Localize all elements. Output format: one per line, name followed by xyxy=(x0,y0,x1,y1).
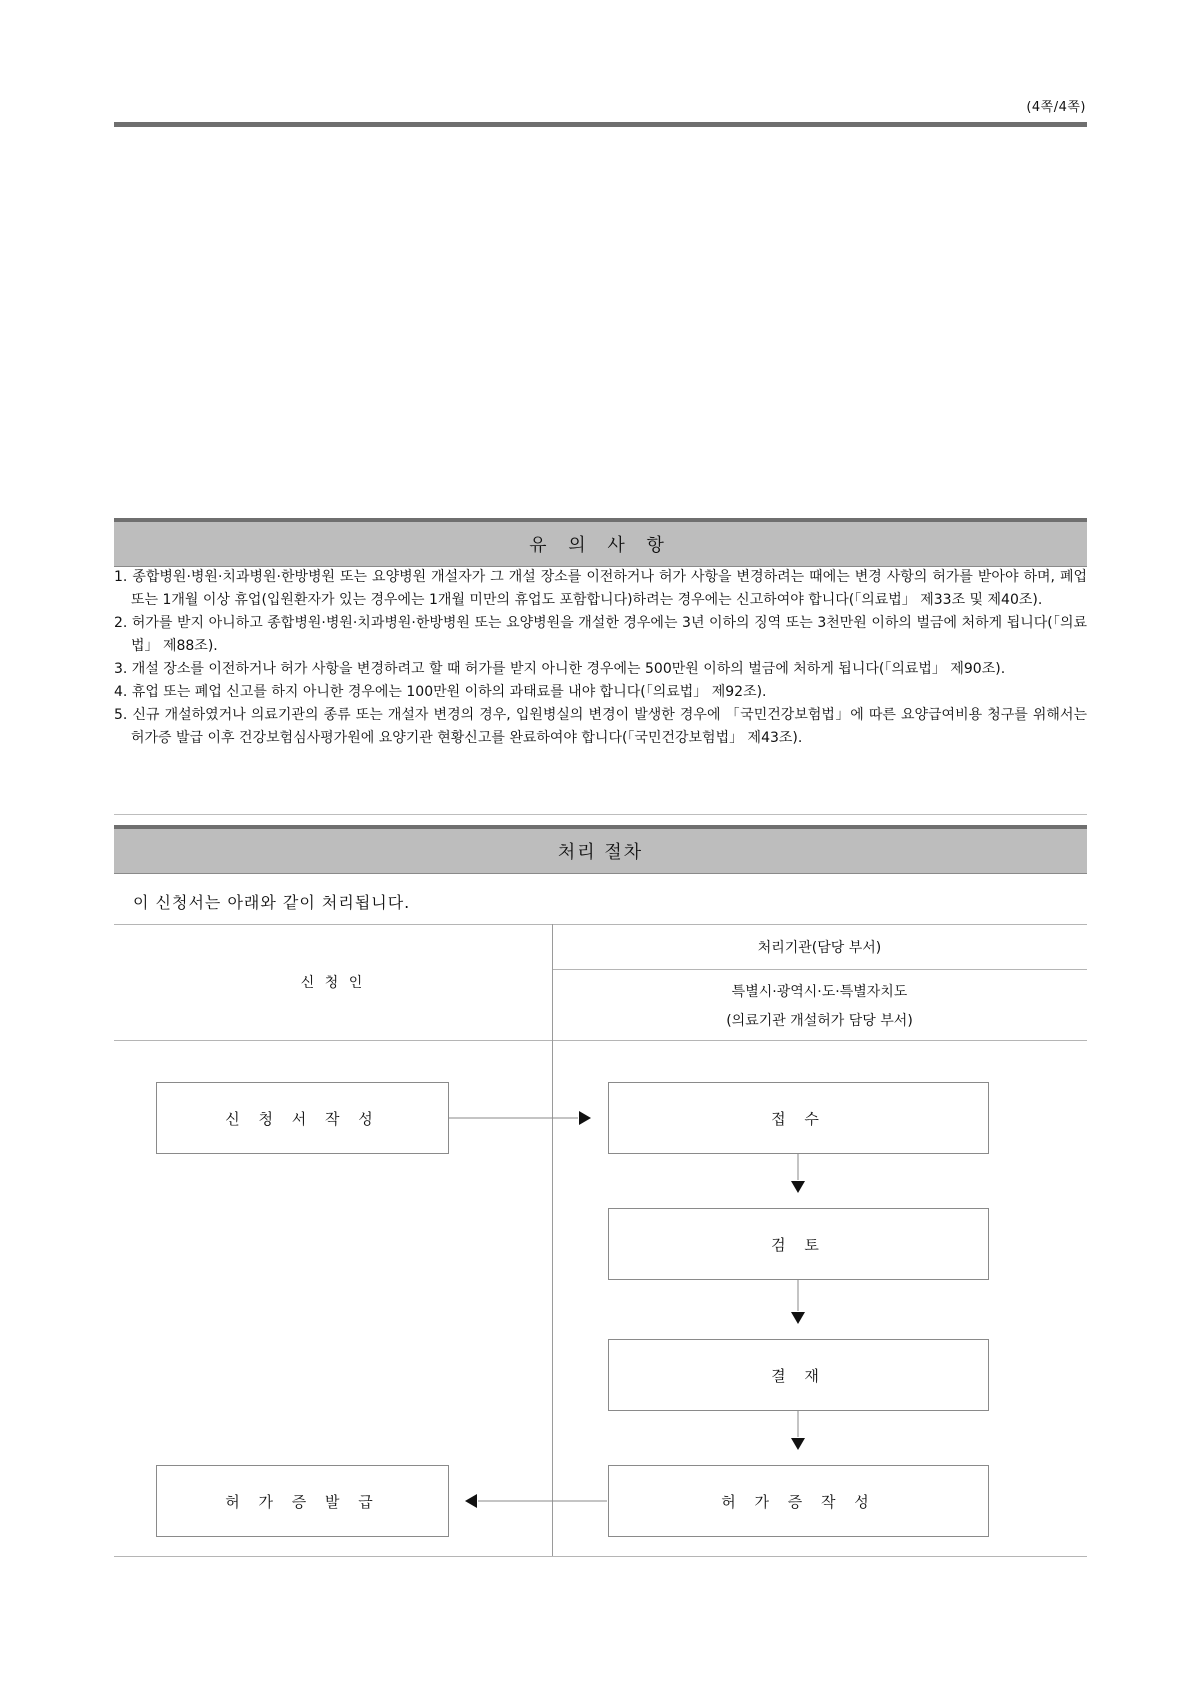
arrow-permit-to-issuance xyxy=(465,1494,607,1508)
step-approval: 결 재 xyxy=(608,1339,989,1411)
step-permit-preparation: 허 가 증 작 성 xyxy=(608,1465,989,1537)
agency-name-line2: (의료기관 개설허가 담당 부서) xyxy=(726,1013,913,1029)
notices-header: 유 의 사 항 xyxy=(114,518,1087,567)
arrow-write-to-receipt xyxy=(448,1111,591,1125)
arrow-receipt-to-review xyxy=(791,1153,805,1193)
notice-item: 4. 휴업 또는 폐업 신고를 하지 아니한 경우에는 100만원 이하의 과태료를 내야 합니다(「의료법」 제92조). xyxy=(114,684,767,700)
step-permit-issuance: 허 가 증 발 급 xyxy=(156,1465,449,1537)
step-receipt: 접 수 xyxy=(608,1082,989,1154)
arrow-review-to-approval xyxy=(791,1279,805,1324)
arrow-approval-to-permit xyxy=(791,1410,805,1450)
step-write-application: 신 청 서 작 성 xyxy=(156,1082,449,1154)
process-intro: 이 신청서는 아래와 같이 처리됩니다. xyxy=(133,893,411,912)
notice-item: 5. 신규 개설하였거나 의료기관의 종류 또는 개설자 변경의 경우, 입원병실의 변경이 발생한 경우에 「국민건강보험법」에 따른 요양급여비용 청구를 위해서는 허가증 발급 이후 건강보험심사평가원에 요양기관 현황신고를 완료하여야 합니다(「국민건강보험법」 제43조). xyxy=(114,707,1087,746)
process-header: 처리 절차 xyxy=(114,825,1087,874)
notice-item: 1. 종합병원·병원·치과병원·한방병원 또는 요양병원 개설자가 그 개설 장소를 이전하거나 허가 사항을 변경하려는 때에는 변경 사항의 허가를 받아야 하며, 폐업 또는 1개월 이상 휴업(입원환자가 있는 경우에는 1개월 미만의 휴업도 포함합니다)하려는 경우에는 신고하여야 합니다(「의료법」 제33조 및 제40조). xyxy=(114,569,1087,608)
agency-name-line1: 특별시·광역시·도·특별자치도 xyxy=(731,984,908,1000)
step-review: 검 토 xyxy=(608,1208,989,1280)
agency-label: 처리기관(담당 부서) xyxy=(757,940,882,956)
page-number: (4쪽/4쪽) xyxy=(1026,100,1086,115)
notice-item: 2. 허가를 받지 아니하고 종합병원·병원·치과병원·한방병원 또는 요양병원을 개설한 경우에는 3년 이하의 징역 또는 3천만원 이하의 벌금에 처하게 됩니다(「의료법」 제88조). xyxy=(114,615,1087,654)
notice-item: 3. 개설 장소를 이전하거나 허가 사항을 변경하려고 할 때 허가를 받지 아니한 경우에는 500만원 이하의 벌금에 처하게 됩니다(「의료법」 제90조). xyxy=(114,661,1006,677)
applicant-label: 신 청 인 xyxy=(300,975,366,991)
